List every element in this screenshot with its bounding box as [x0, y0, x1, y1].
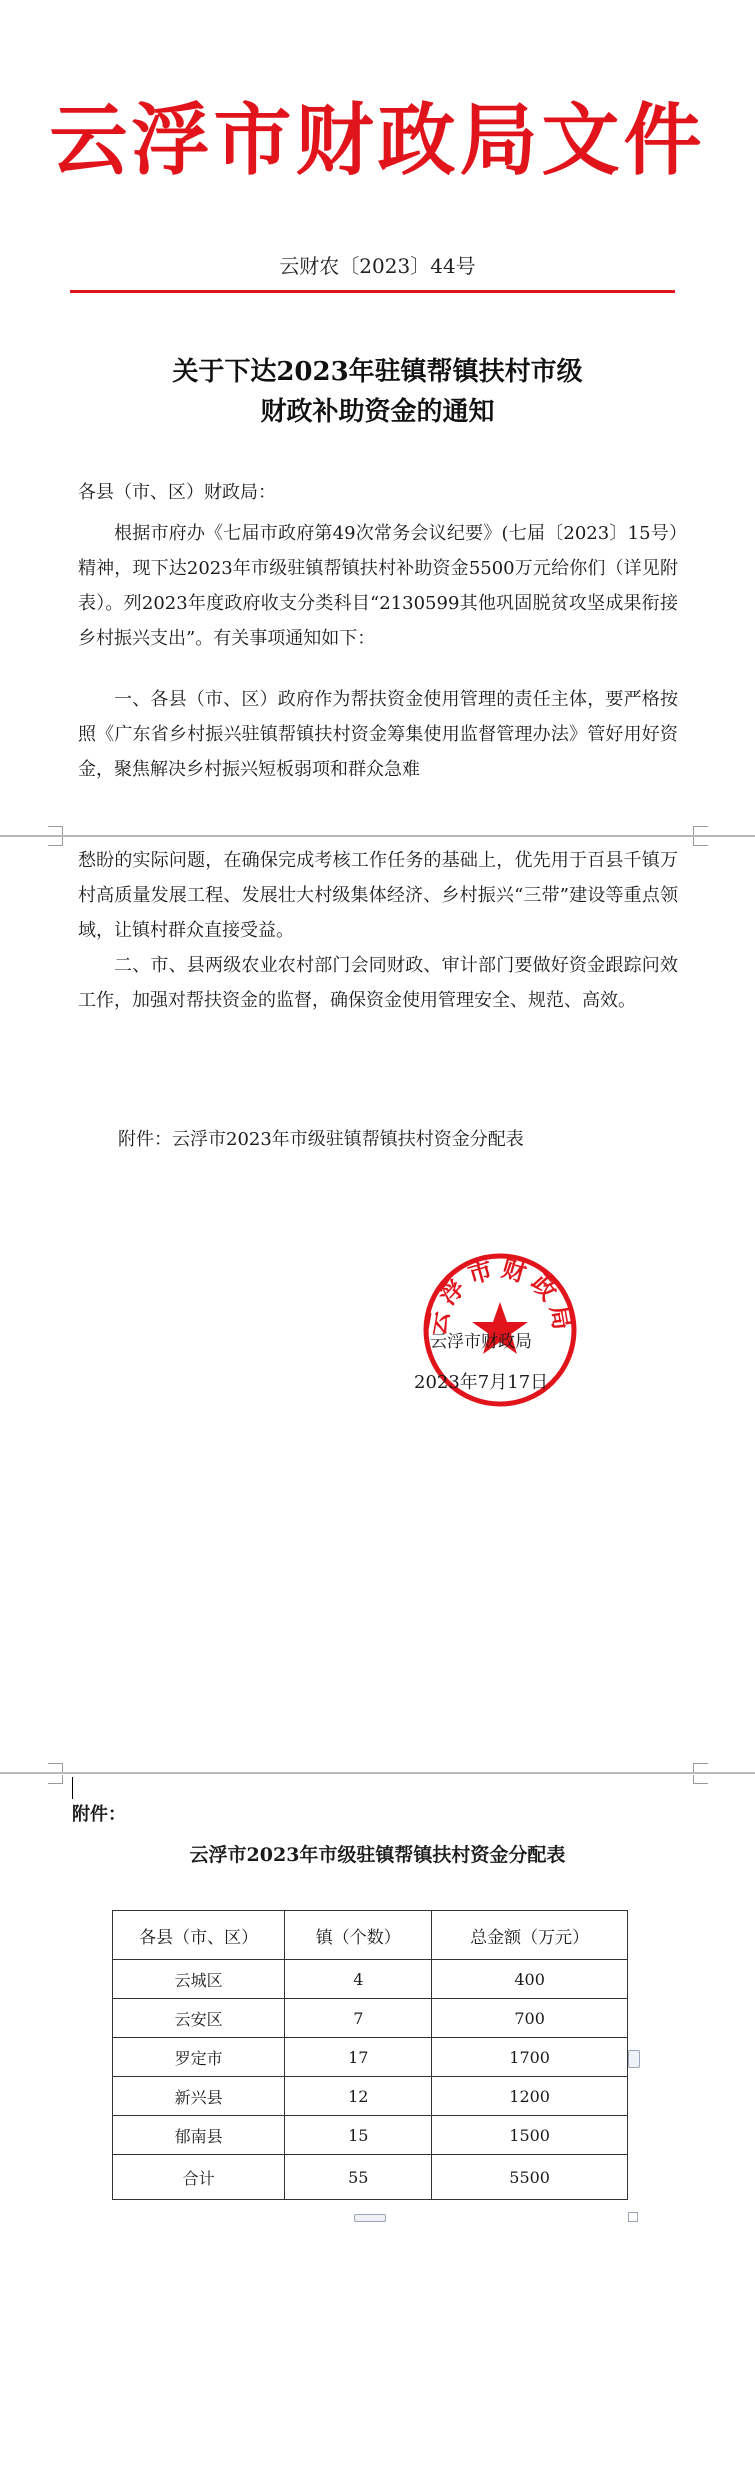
cell-towns: 15: [285, 2116, 432, 2155]
cell-county: 罗定市: [113, 2038, 285, 2077]
cell-county: 新兴县: [113, 2077, 285, 2116]
table-column-insert-handle[interactable]: [354, 2214, 386, 2222]
attachment-note: 附件：云浮市2023年市级驻镇帮镇扶村资金分配表: [118, 1129, 524, 1150]
red-divider: [70, 290, 675, 293]
cell-county: 云安区: [113, 1999, 285, 2038]
cell-towns: 12: [285, 2077, 432, 2116]
document-number: 云财农〔2023〕44号: [279, 254, 476, 278]
table-row: [113, 2038, 628, 2077]
paragraph-1: 根据市府办《七届市政府第49次常务会议纪要》(七届〔2023〕15号）精神，现下达2023年市级驻镇帮镇扶村补助资金5500万元给你们（详见附表）。列2023年度政府收支分类科目“2130599其他巩固脱贫攻坚成果衔接乡村振兴支出”。有关事项通知如下：: [78, 523, 678, 649]
page-corner-mark: [48, 1763, 63, 1772]
page-corner-mark: [693, 1763, 708, 1772]
page-corner-mark: [693, 837, 708, 846]
cell-total-label: 合计: [113, 2155, 285, 2200]
table-header-row: [113, 1911, 628, 1960]
document-header: 云浮市财政局文件: [49, 96, 706, 186]
allocation-table: [112, 1910, 628, 2200]
seal-text: 云浮市财政局: [422, 1254, 578, 1338]
header-amount: 总金额（万元）: [432, 1911, 628, 1960]
cell-towns: 7: [285, 1999, 432, 2038]
attachment-label: 附件：: [72, 1804, 126, 1825]
attachment-title: 云浮市2023年市级驻镇帮镇扶村资金分配表: [189, 1844, 566, 1866]
cell-amount: 700: [432, 1999, 628, 2038]
table-row: [113, 1960, 628, 1999]
page-corner-mark: [48, 1775, 63, 1784]
paragraph-2-continued: 愁盼的实际问题，在确保完成考核工作任务的基础上，优先用于百县千镇万村高质量发展工程、发展壮大村级集体经济、乡村振兴“三带”建设等重点领域，让镇村群众直接受益。: [78, 850, 678, 941]
cell-amount: 1500: [432, 2116, 628, 2155]
table-row: [113, 1999, 628, 2038]
table-row-insert-handle[interactable]: [628, 2050, 640, 2068]
cell-total-amount: 5500: [432, 2155, 628, 2200]
document-title: [0, 352, 755, 432]
table-row: [113, 2116, 628, 2155]
cell-amount: 400: [432, 1960, 628, 1999]
signature-date: 2023年7月17日: [414, 1372, 549, 1393]
page-corner-mark: [693, 1775, 708, 1784]
page-break: [0, 1772, 755, 1774]
cell-towns: 17: [285, 2038, 432, 2077]
header-county: 各县（市、区）: [113, 1911, 285, 1960]
paragraph-3: 二、市、县两级农业农村部门会同财政、审计部门要做好资金跟踪问效工作，加强对帮扶资金的监督，确保资金使用管理安全、规范、高效。: [78, 955, 678, 1011]
salutation: 各县（市、区）财政局：: [78, 482, 276, 503]
signature-organization: 云浮市财政局: [430, 1332, 532, 1352]
title-line-1: 关于下达2023年驻镇帮镇扶村市级: [172, 357, 583, 387]
table-resize-handle[interactable]: [628, 2212, 638, 2222]
cell-amount: 1200: [432, 2077, 628, 2116]
table-row: [113, 2077, 628, 2116]
text-cursor: [72, 1777, 73, 1799]
page-corner-mark: [48, 837, 63, 846]
page-corner-mark: [48, 826, 63, 835]
cell-towns: 4: [285, 1960, 432, 1999]
cell-amount: 1700: [432, 2038, 628, 2077]
page-corner-mark: [693, 826, 708, 835]
cell-total-towns: 55: [285, 2155, 432, 2200]
header-towns: 镇（个数）: [285, 1911, 432, 1960]
table-total-row: [113, 2155, 628, 2200]
paragraph-2: 一、各县（市、区）政府作为帮扶资金使用管理的责任主体，要严格按照《广东省乡村振兴驻镇帮镇扶村资金筹集使用监督管理办法》管好用好资金，聚焦解决乡村振兴短板弱项和群众急难: [78, 689, 678, 780]
cell-county: 云城区: [113, 1960, 285, 1999]
title-line-2: 财政补助资金的通知: [260, 397, 495, 427]
cell-county: 郁南县: [113, 2116, 285, 2155]
